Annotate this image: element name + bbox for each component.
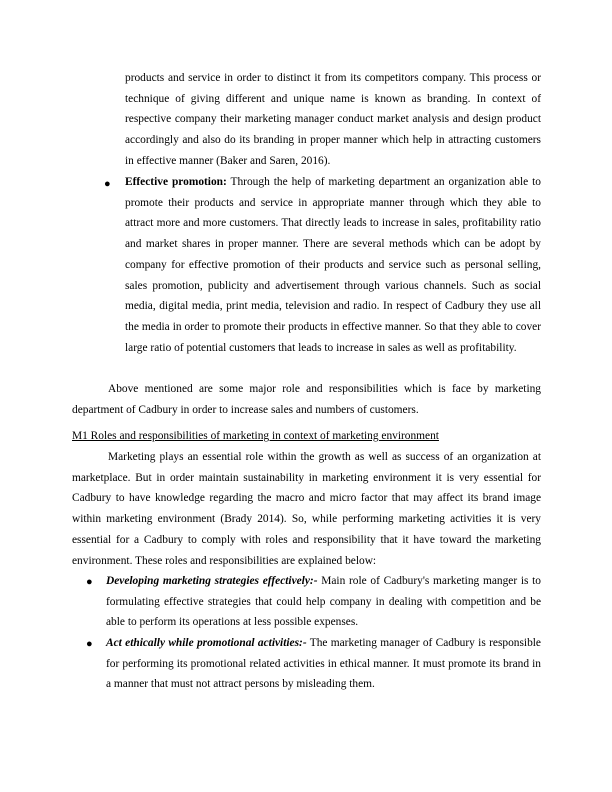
bullet-text: Through the help of marketing department an organization able to promote their products and service in appropriate manner through which they able to attract more and more customers. That directly leads to increase in sales, profitability ratio and market shares in proper manner. There are several methods which can be adopt by company for effective promotion of their products and service such as personal selling, sales promotion, publicity and advertisement through various channels. Such as social media, digital media, print media, television and radio. In respect of Cadbury they use all the media in order to promote their products in effective manner. So that they able to cover large ratio of potential customers that leads to increase in sales as well as profitability.	[125, 176, 541, 354]
summary-paragraph: Above mentioned are some major role and responsibilities which is face by marketing department of Cadbury in order to increase sales and numbers of customers.	[72, 383, 541, 416]
bullet-text: The marketing manager of Cadbury is responsible for performing its promotional related activities in ethical manner. It must promote its brand in a manner that must not attract persons by misleading them.	[106, 637, 541, 691]
bullet-icon: ●	[104, 178, 111, 190]
bullet-effective-promotion	[125, 172, 541, 358]
bullet-icon: ●	[86, 576, 93, 588]
bullet-title: Developing marketing strategies effectively:-	[106, 575, 318, 587]
bullet-title: Act ethically while promotional activities:-	[106, 637, 307, 649]
bullet-developing-strategies	[106, 571, 541, 633]
section-heading: M1 Roles and responsibilities of marketing in context of marketing environment	[72, 430, 439, 442]
intro-paragraph: Marketing plays an essential role within the growth as well as success of an organization at marketplace. But in order maintain sustainability in marketing environment it is very essential for Cadbury to have knowledge regarding the macro and micro factor that may affect its brand image within marketing environment (Brady 2014). So, while performing marketing activities it is very essential for a Cadbury to comply with roles and responsibility that it have toward the marketing environment. These roles and responsibilities are explained below:	[72, 451, 541, 567]
bullet-text: Main role of Cadbury's marketing manger is to formulating effective strategies that could help company in dealing with competition and be able to perform its operations at less possible expenses.	[106, 575, 542, 629]
bullet-act-ethically	[106, 633, 541, 695]
bullet-title: Effective promotion:	[125, 176, 227, 188]
branding-paragraph-continuation: products and service in order to distinct it from its competitors company. This process or technique of giving different and unique name is known as branding. In context of respective company their marketing manager conduct market analysis and design product accordingly and also do its branding in proper manner which help in attracting customers in effective manner (Baker and Saren, 2016).	[125, 72, 541, 167]
bullet-icon: ●	[86, 638, 93, 650]
